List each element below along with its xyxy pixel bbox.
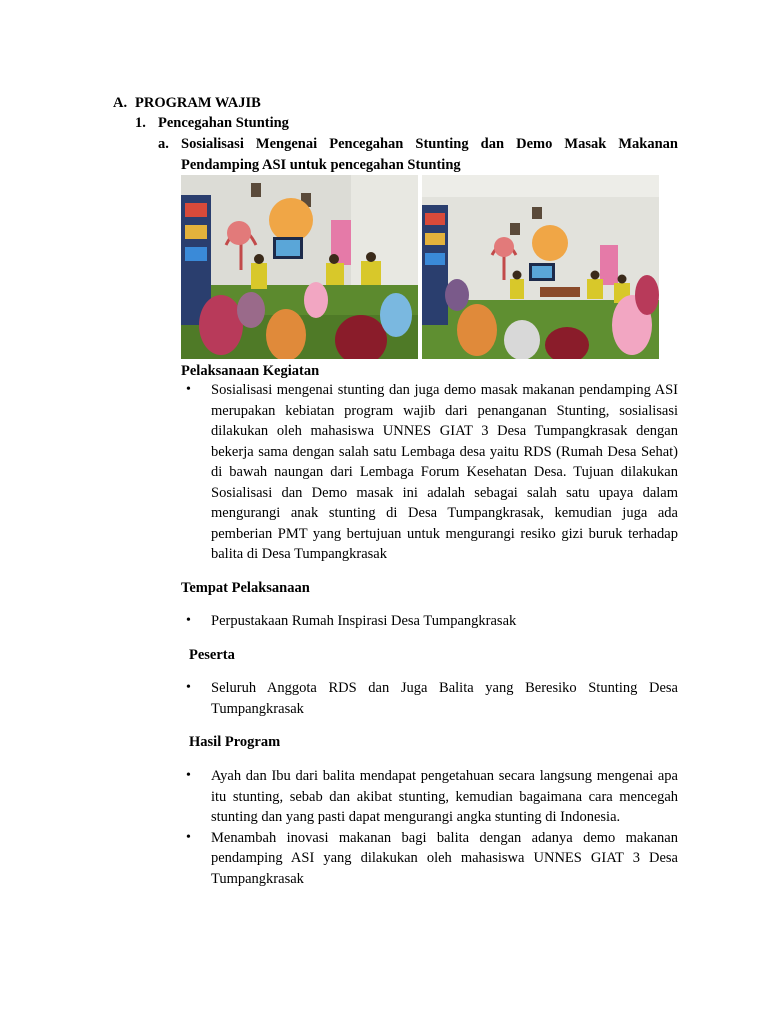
list-peserta: [181, 678, 678, 719]
bullet-icon: •: [186, 768, 191, 783]
bullet-icon: •: [186, 680, 191, 695]
section-title-hasil: Hasil Program: [189, 734, 281, 750]
photo-sosialisasi-right: [422, 175, 659, 359]
list-item-text: Sosialisasi mengenai stunting dan juga demo masak makanan pendamping ASI merupakan kebiatan program wajib dari penanganan Stunting, sosialisasi dilakukan oleh mahasiswa UNNES GIAT 3 Desa Tumpangkrasak dengan bekerja sama dengan salah satu Lembaga desa yaitu RDS (Rumah Desa Sehat) di bawah naungan dari Lembaga Forum Kesehatan Desa. Tujuan dilakukan Sosialisasi dan Demo masak ini adalah sebagai salah satu upaya dalam mengurangi anak stunting di Desa Tumpangkrasak, kemudian juga ada pemberian PMT yang bertujuan untuk mengurangi resiko gizi buruk terhadap balita di Desa Tumpangkrasak: [211, 382, 678, 562]
list-item-text: Menambah inovasi makanan bagi balita dengan adanya demo makanan pendamping ASI yang dilakukan oleh mahasiswa UNNES GIAT 3 Desa Tumpangkrasak: [211, 829, 678, 887]
list-tempat: [181, 611, 678, 632]
section-title-tempat: Tempat Pelaksanaan: [181, 580, 310, 596]
section-title-peserta: Peserta: [189, 647, 235, 663]
list-item: [181, 380, 678, 565]
section-title-pelaksanaan: Pelaksanaan Kegiatan: [181, 363, 320, 379]
heading-pencegahan-stunting: [135, 114, 289, 132]
list-pelaksanaan: [181, 380, 678, 565]
heading-1-number: 1.: [135, 115, 146, 131]
heading-program-wajib: [113, 94, 261, 112]
activity-photos: [181, 175, 659, 359]
list-item-text: Perpustakaan Rumah Inspirasi Desa Tumpangkrasak: [211, 613, 517, 629]
bullet-icon: •: [186, 382, 191, 397]
bullet-icon: •: [186, 829, 191, 845]
list-item-text: Seluruh Anggota RDS dan Juga Balita yang Beresiko Stunting Desa Tumpangkrasak: [211, 680, 678, 717]
heading-1-title: Pencegahan Stunting: [158, 115, 289, 131]
list-hasil: [181, 766, 678, 889]
list-item: [181, 828, 678, 890]
photo-sosialisasi-left: [181, 175, 418, 359]
list-item: [181, 611, 678, 632]
list-item-text: Ayah dan Ibu dari balita mendapat pengetahuan secara langsung mengenai apa itu stunting, sebab dan akibat stunting, kemudian bagaimana cara mencegah stunting dan yang pasti dapat mengurangi angka stunting di Indonesia.: [211, 768, 678, 825]
heading-sub-title: Sosialisasi Mengenai Pencegahan Stunting dan Demo Masak Makanan Pendamping ASI untuk pencegahan Stunting: [181, 136, 678, 173]
heading-sosialisasi: [158, 134, 678, 175]
list-item: [181, 678, 678, 719]
list-item: [181, 766, 678, 828]
heading-a-title: PROGRAM WAJIB: [135, 95, 261, 111]
bullet-icon: •: [186, 613, 191, 628]
heading-sub-number: a.: [158, 136, 169, 152]
heading-a-number: A.: [113, 95, 128, 111]
